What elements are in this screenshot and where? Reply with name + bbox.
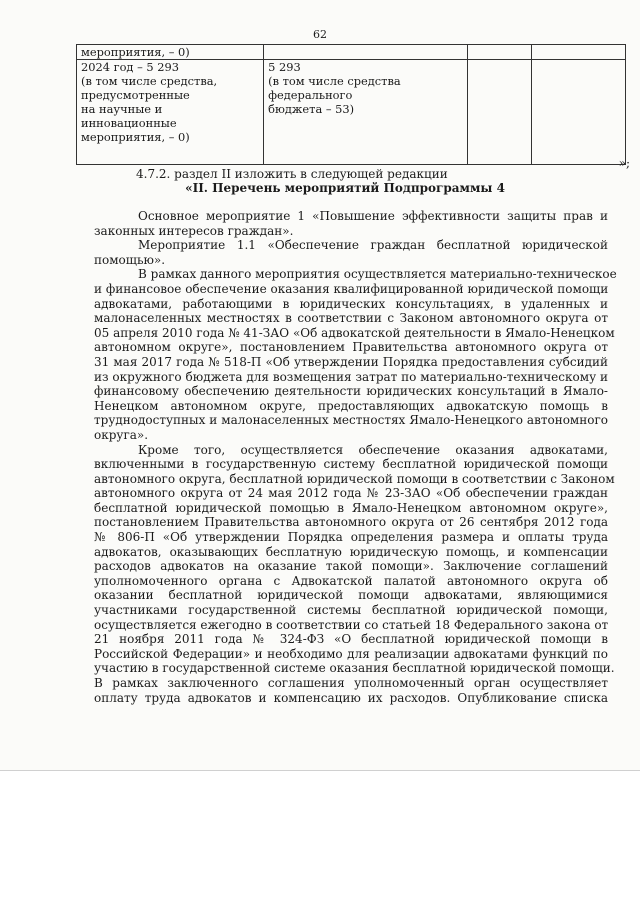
- document-body: [94, 209, 617, 705]
- table-cell: [467, 45, 531, 60]
- table-cell: [264, 45, 468, 60]
- page-number: 62: [313, 28, 327, 41]
- paragraph: Кроме того, осуществляется обеспечение оказания адвокатами, включенными в государственную систему бесплатной юридической помощи автономного округа, бесплатной юридической помощи в соответствии с Законом автономного округа от 24 мая 2012 года № 23-ЗАО «Об обеспечении граждан бесплатной юридической помощью в Ямало-Ненецком автономном округе», постановлением Правительства автономного округа от 26 сентября 2012 года № 806-П «Об утверждении Порядка определения размера и оплаты труда адвокатов, оказывающих бесплатную юридическую помощь, и компенсации расходов адвокатов на оказание такой помощи». Заключение соглашений уполномоченного органа с Адвокатской палатой автономного округа об оказании бесплатной юридической помощи адвокатами, являющимися участниками государственной системы бесплатной юридической помощи, осуществляется ежегодно в соответствии со статьей 18 Федерального закона от 21 ноября 2011 года № 324-ФЗ «О бесплатной юридической помощи в Российской Федерации» и необходимо для реализации адвокатами функций по участию в государственной системе оказания бесплатной юридической помощи. В рамках заключенного соглашения уполномоченный орган осуществляет оплату труда адвокатов и компенсацию их расходов. Опубликование списка: [94, 442, 615, 705]
- closing-quote-mark: »;: [618, 156, 630, 170]
- paragraph: В рамках данного мероприятия осуществляется материально-техническое и финансовое обеспечение оказания квалифицированной юридической помощи адвокатами, работающими в юридических консультациях, в удаленных и малонаселенных местностях в соответствии с Законом автономного округа от 05 апреля 2010 года № 41-ЗАО «Об адвокатской деятельности в Ямало-Ненецком автономном округе», постановлением Правительства автономного округа от 31 мая 2017 года № 518-П «Об утверждении Порядка предоставления субсидий из окружного бюджета для возмещения затрат по материально-техническому и финансовому обеспечению деятельности юридических консультаций в Ямало- Ненецком автономном округе, предоставляющих адвокатскую помощь в труднодоступных и малонаселенных местностях Ямало-Ненецкого автономного округа».: [94, 267, 617, 442]
- table-cell: 5 293 (в том числе средства федерального бюджета – 53): [264, 60, 468, 165]
- paragraph: Мероприятие 1.1 «Обеспечение граждан бесплатной юридической помощью».: [94, 238, 608, 267]
- amendment-intro: 4.7.2. раздел II изложить в следующей редакции: [136, 167, 448, 181]
- section-heading: «II. Перечень мероприятий Подпрограммы 4: [185, 181, 505, 195]
- table-cell: [532, 45, 626, 60]
- funding-table: [76, 44, 626, 165]
- table-row: [77, 45, 626, 60]
- table-cell: [467, 60, 531, 165]
- table-cell: мероприятия, – 0): [77, 45, 264, 60]
- table-cell: [532, 60, 626, 165]
- table-row: [77, 60, 626, 165]
- paragraph: Основное мероприятие 1 «Повышение эффективности защиты прав и законных интересов граждан».: [94, 209, 608, 238]
- table-cell: 2024 год – 5 293 (в том числе средства, предусмотренные на научные и инновационные мероприятия, – 0): [77, 60, 264, 165]
